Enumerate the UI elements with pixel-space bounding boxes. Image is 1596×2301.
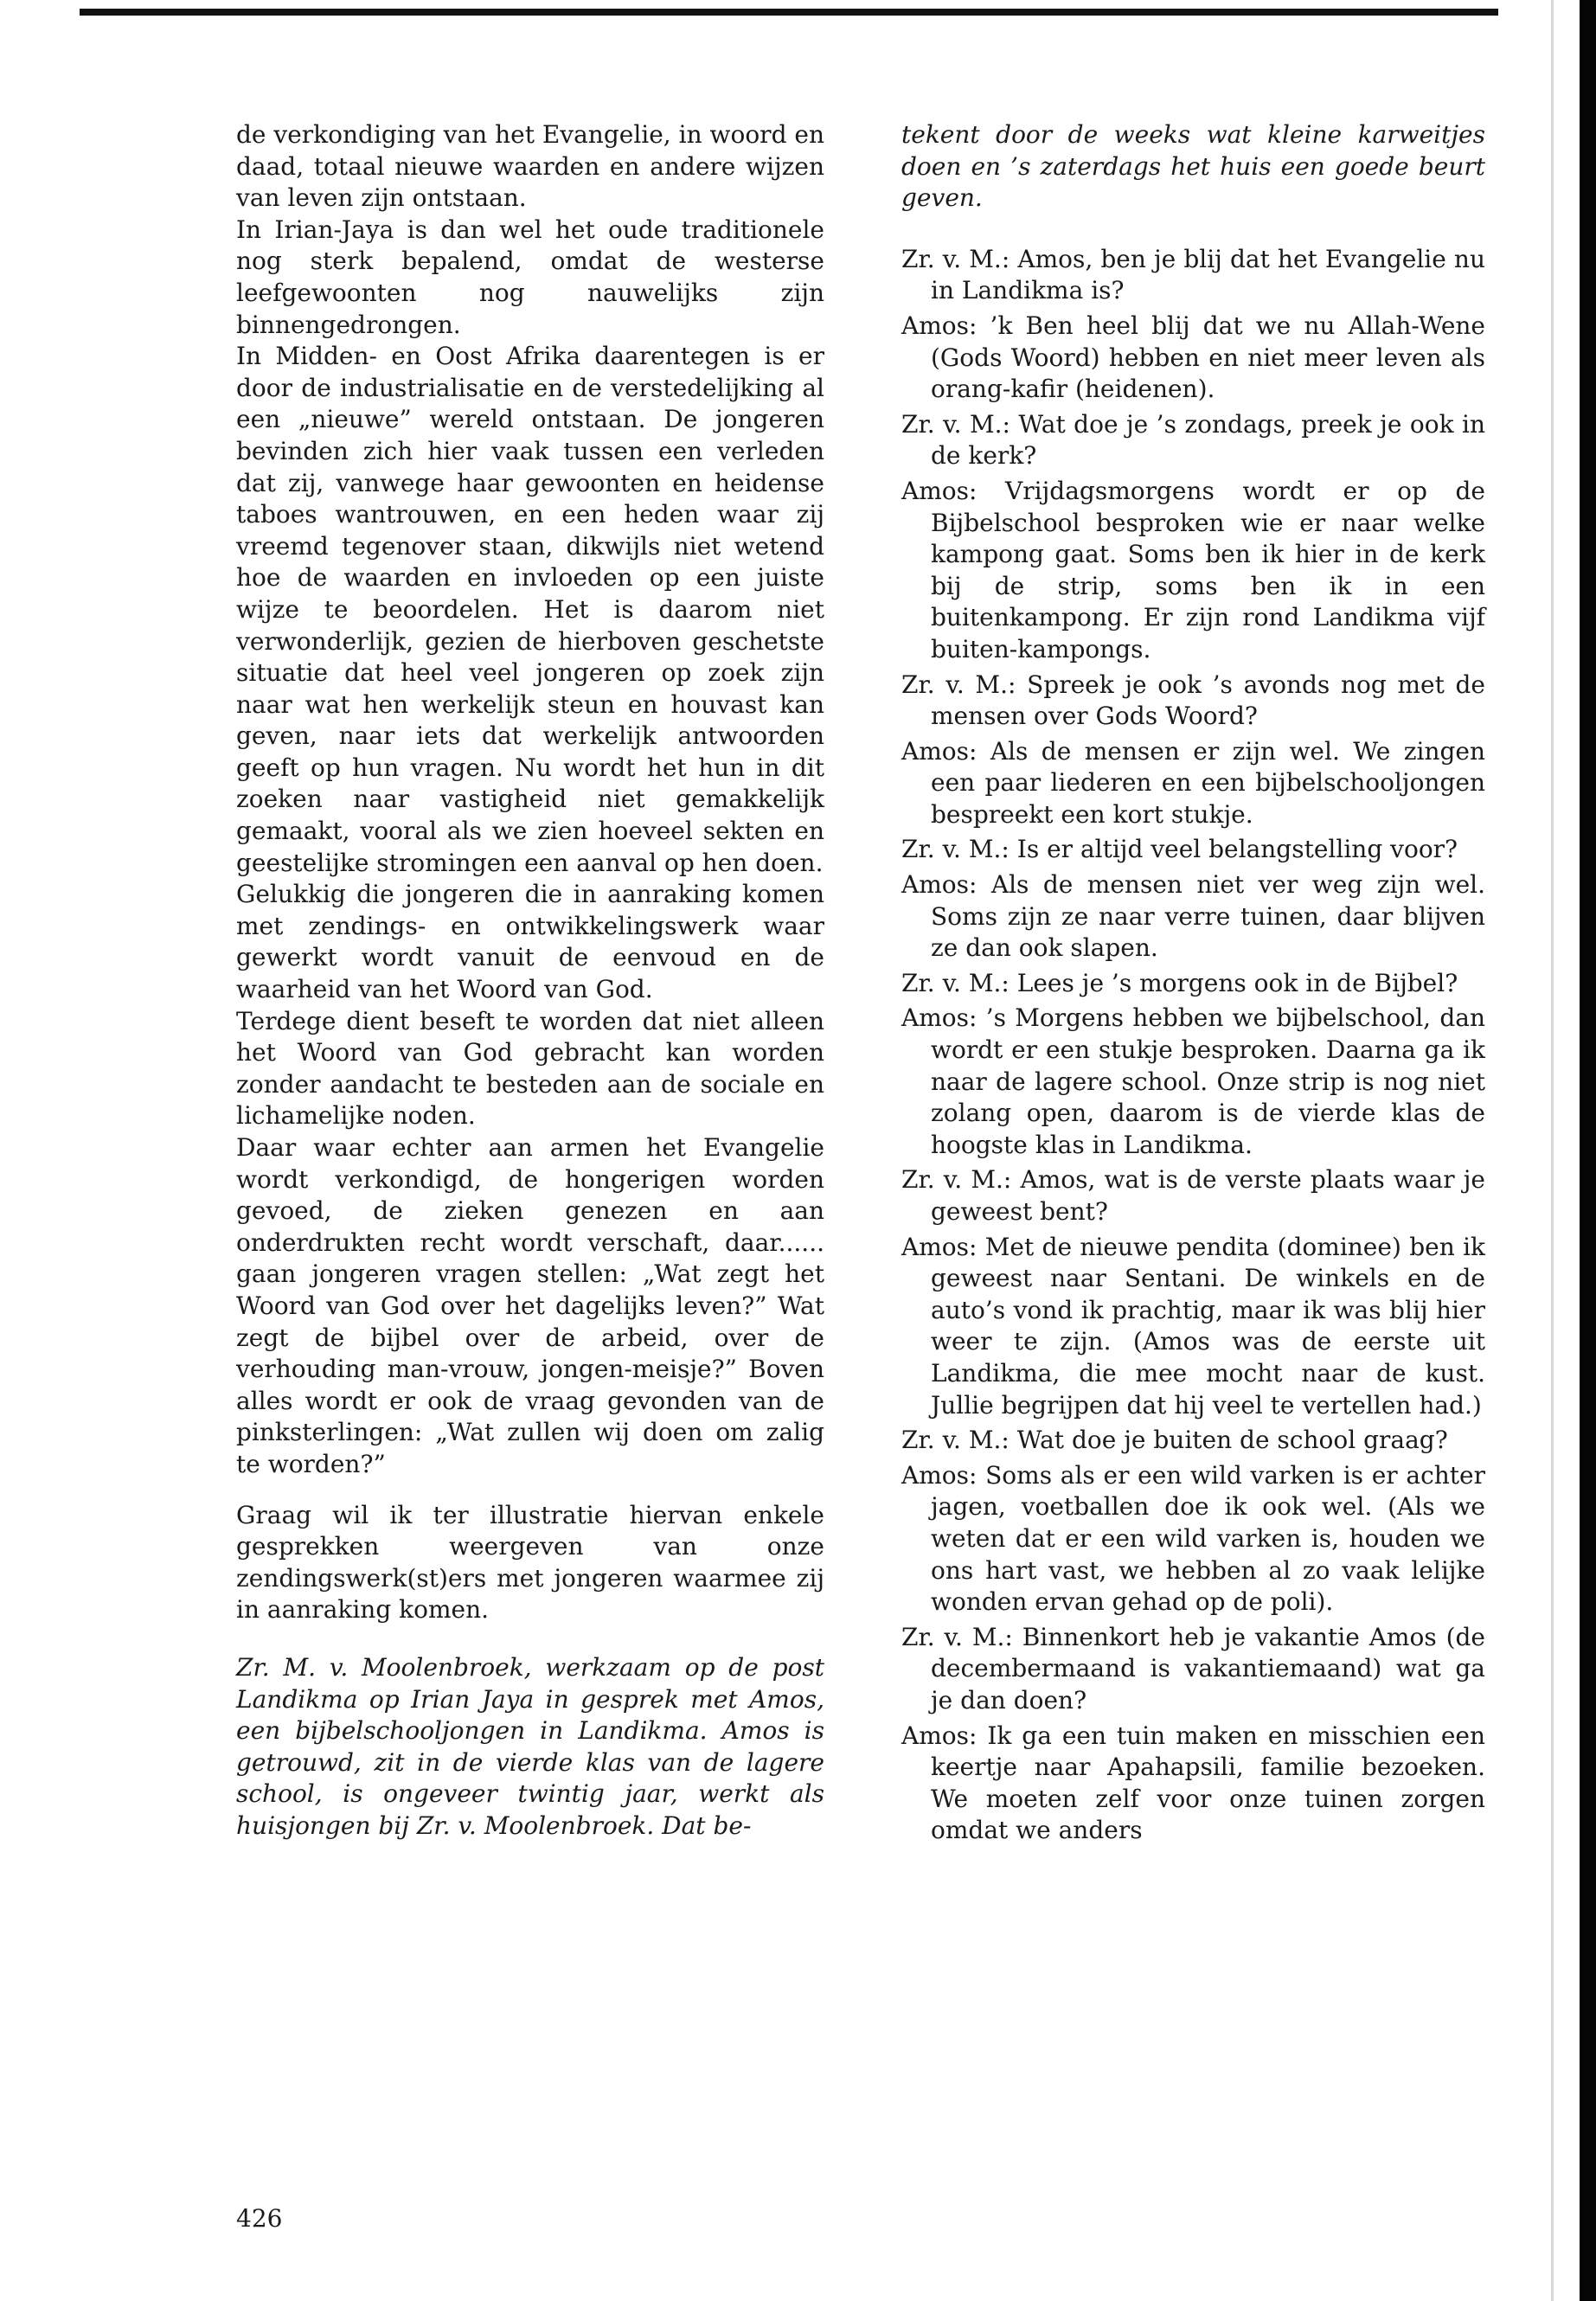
dialogue-line: Zr. v. M.: Amos, ben je blij dat het Evangelie nu in Landikma is?: [901, 244, 1485, 305]
paragraph: In Irian-Jaya is dan wel het oude traditionele nog sterk bepalend, omdat de westerse leefgewoonten nog nauwelijks zijn binnengedrongen.: [236, 215, 824, 339]
paragraph: Gelukkig die jongeren die in aanraking komen met zendings- en ontwikkelingswerk waar gewerkt wordt vanuit de eenvoud en de waarheid van het Woord van God.: [236, 880, 824, 1004]
dialogue-line: Amos: ’s Morgens hebben we bijbelschool, dan wordt er een stukje besproken. Daarna ga ik naar de lagere school. Onze strip is nog niet zolang open, daarom is de vierde klas de hoogste klas in Landikma.: [901, 1003, 1485, 1159]
dialogue-line: Zr. v. M.: Wat doe je ’s zondags, preek je ook in de kerk?: [901, 409, 1485, 471]
interview-intro: Zr. M. v. Moolenbroek, werkzaam op de post Landikma op Irian Jaya in gesprek met Amos, een bijbelschooljongen in Landikma. Amos is getrouwd, zit in de vierde klas van de lagere school, is ongeveer twintig jaar, werkt als huisjongen bij Zr. v. Moolenbroek. Dat be-: [236, 1652, 824, 1840]
paragraph: de verkondiging van het Evangelie, in woord en daad, totaal nieuwe waarden en andere wijzen van leven zijn ontstaan.: [236, 120, 824, 213]
left-column: [236, 119, 824, 1842]
paragraph: In Midden- en Oost Afrika daarentegen is er door de industrialisatie en de verstedelijking al een „nieuwe” wereld ontstaan. De jongeren bevinden zich hier vaak tussen een verleden dat zij, vanwege haar gewoonten en heidense taboes wantrouwen, en een heden waar zij vreemd tegenover staan, dikwijls niet wetend hoe de waarden en invloeden op een juiste wijze te beoordelen. Het is daarom niet verwonderlijk, gezien de hierboven geschetste situatie dat heel veel jongeren op zoek zijn naar wat hen werkelijk steun en houvast kan geven, naar iets dat werkelijk antwoorden geeft op hun vragen. Nu wordt het hun in dit zoeken naar vastigheid niet gemakkelijk gemaakt, vooral als we zien hoeveel sekten en geestelijke stromingen een aanval op hen doen.: [236, 342, 824, 877]
dialogue-line: Zr. v. M.: Spreek je ook ’s avonds nog met de mensen over Gods Woord?: [901, 670, 1485, 731]
top-rule: [80, 9, 1498, 16]
paragraph: Daar waar echter aan armen het Evangelie wordt verkondigd, de hongerigen worden gevoed, de zieken genezen en aan onderdrukten recht wordt verschaft, daar...... gaan jongeren vragen stellen: „Wat zegt het Woord van God over het dagelijks leven?” Wat zegt de bijbel over de arbeid, over de verhouding man-vrouw, jongen-meisje?” Boven alles wordt er ook de vraag gevonden van de pinksterlingen: „Wat zullen wij doen om zalig te worden?”: [236, 1133, 824, 1478]
dialogue-line: Amos: Als de mensen niet ver weg zijn wel. Soms zijn ze naar verre tuinen, daar blijven ze dan ook slapen.: [901, 870, 1485, 963]
right-edge-shadow: [1551, 0, 1554, 2301]
right-column: [901, 119, 1485, 1850]
page-number: 426: [236, 2204, 283, 2233]
dialogue-line: Amos: ’k Ben heel blij dat we nu Allah-Wene (Gods Woord) hebben en niet meer leven als orang-kafir (heidenen).: [901, 311, 1485, 404]
interview-intro-continued: tekent door de weeks wat kleine karweitjes doen en ’s zaterdags het huis een goede beurt geven.: [901, 120, 1485, 213]
dialogue-line: Zr. v. M.: Wat doe je buiten de school graag?: [901, 1426, 1448, 1455]
dialogue-line: Zr. v. M.: Is er altijd veel belangstelling voor?: [901, 835, 1458, 864]
dialogue-line: Amos: Vrijdagsmorgens wordt er op de Bijbelschool besproken wie er naar welke kampong gaat. Soms ben ik hier in de kerk bij de strip, soms ben ik in een buitenkampong. Er zijn rond Landikma vijf buiten-kampongs.: [901, 476, 1485, 663]
dialogue-line: Amos: Met de nieuwe pendita (dominee) ben ik geweest naar Sentani. De winkels en de auto’s vond ik prachtig, maar ik was blij hier weer te zijn. (Amos was de eerste uit Landikma, die mee mocht naar de kust. Jullie begrijpen dat hij veel te vertellen had.): [901, 1232, 1485, 1420]
dialogue-line: Zr. v. M.: Amos, wat is de verste plaats waar je geweest bent?: [901, 1165, 1485, 1226]
paragraph: Terdege dient beseft te worden dat niet alleen het Woord van God gebracht kan worden zonder aandacht te besteden aan de sociale en lichamelijke noden.: [236, 1006, 824, 1131]
paragraph: Graag wil ik ter illustratie hiervan enkele gesprekken weergeven van onze zendingswerk(st)ers met jongeren waarmee zij in aanraking komen.: [236, 1500, 824, 1625]
dialogue-line: Amos: Ik ga een tuin maken en misschien een keertje naar Apahapsili, familie bezoeken. We moeten zelf voor onze tuinen zorgen omdat we anders: [901, 1721, 1485, 1845]
dialogue-line: Amos: Soms als er een wild varken is er achter jagen, voetballen doe ik ook wel. (Als we weten dat er een wild varken is, houden we ons hart vast, we hebben al zo vaak lelijke wonden ervan gehad op de poli).: [901, 1460, 1485, 1617]
dialogue-line: Zr. v. M.: Lees je ’s morgens ook in de Bijbel?: [901, 968, 1458, 997]
dialogue-line: Zr. v. M.: Binnenkort heb je vakantie Amos (de decembermaand is vakantiemaand) wat ga je dan doen?: [901, 1622, 1485, 1715]
dialogue-line: Amos: Als de mensen er zijn wel. We zingen een paar liederen en een bijbelschooljongen bespreekt een kort stukje.: [901, 736, 1485, 829]
right-binding-edge: [1580, 0, 1596, 2301]
